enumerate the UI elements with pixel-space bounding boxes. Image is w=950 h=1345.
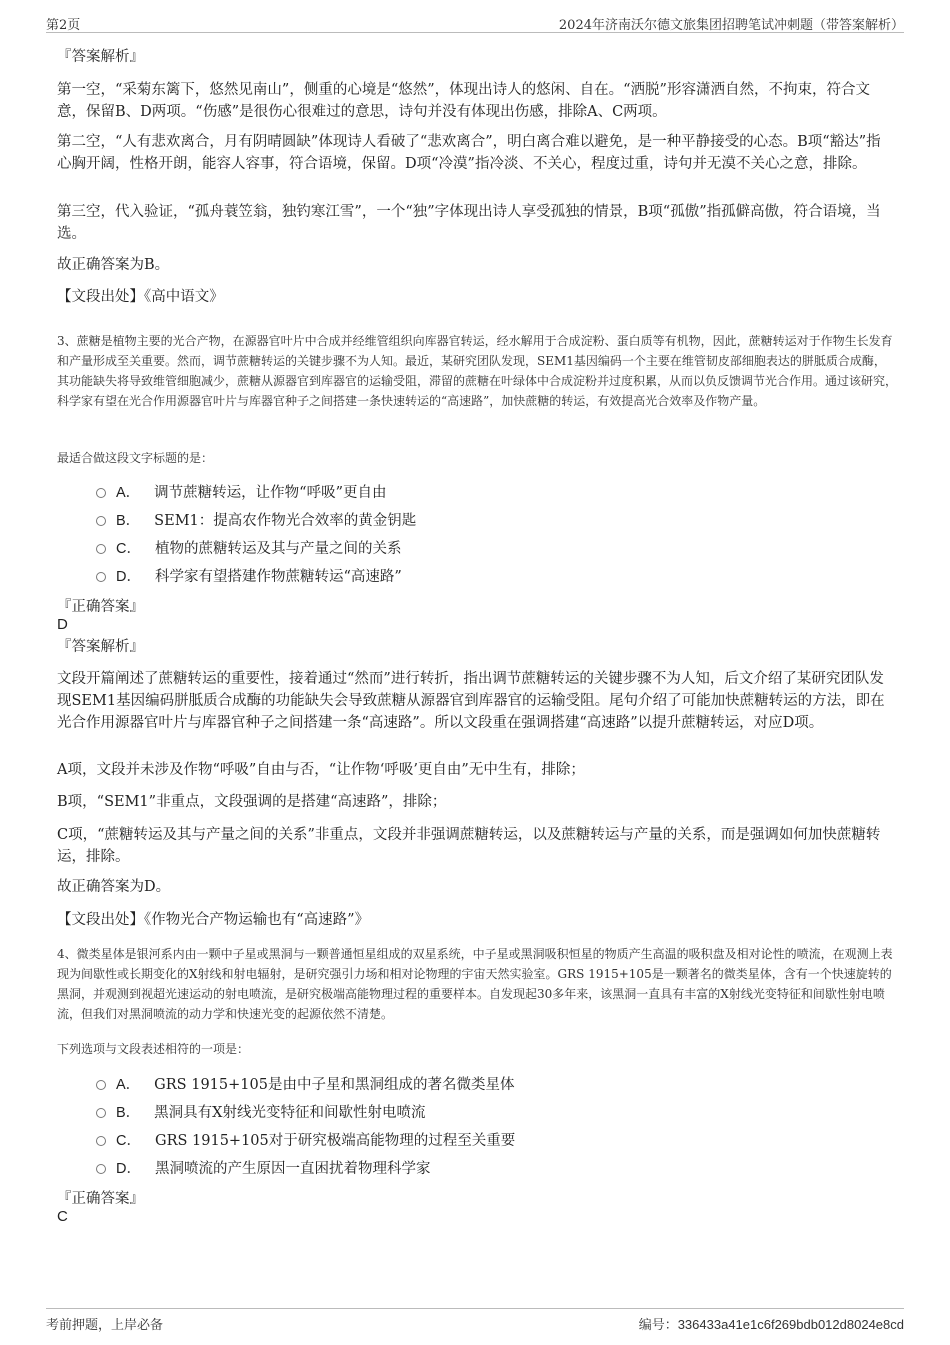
question-prompt: 最适合做这段文字标题的是： (57, 451, 214, 465)
page-footer (46, 1308, 904, 1331)
analysis-paragraph: 第二空，“人有悲欢离合，月有阴晴圆缺”体现诗人看破了“悲欢离合”，明白离合难以避免，是一种平静接受的心态。B项“豁达”指心胸开阔，性格开朗，能容人容事，符合语境，保留。D项“冷漠”指冷淡、不关心，程度过重，诗句并无漠不关心之意，排除。 (57, 134, 881, 172)
radio-button[interactable] (96, 1164, 106, 1174)
option-text: GRS 1915+105是由中子星和黑洞组成的著名微类星体 (154, 1077, 515, 1093)
option-a[interactable] (96, 481, 387, 505)
option-text: 科学家有望搭建作物蔗糖转运“高速路” (154, 569, 402, 585)
option-d[interactable] (96, 565, 402, 589)
option-text: GRS 1915+105对于研究极端高能物理的过程至关重要 (154, 1133, 516, 1149)
option-text: 植物的蔗糖转运及其与产量之间的关系 (154, 541, 402, 557)
option-text: 黑洞具有X射线光变特征和间歇性射电喷流 (154, 1105, 426, 1121)
radio-button[interactable] (96, 516, 106, 526)
analysis-paragraph: C项，“蔗糖转运及其与产量之间的关系”非重点，文段并非强调蔗糖转运，以及蔗糖转运与产量的关系，而是强调如何加快蔗糖转运，排除。 (57, 827, 881, 865)
question-prompt: 下列选项与文段表述相符的一项是： (57, 1042, 250, 1056)
option-text: 调节蔗糖转运，让作物“呼吸”更自由 (154, 485, 387, 501)
correct-answer: D (57, 616, 68, 633)
analysis-paragraph: A项，文段并未涉及作物“呼吸”自由与否，“让作物‘呼吸’更自由”无中生有，排除； (57, 762, 585, 778)
analysis-conclusion: 故正确答案为D。 (57, 879, 171, 895)
analysis-paragraph: 第一空，“采菊东篱下，悠然见南山”，侧重的心境是“悠然”，体现出诗人的悠闲、自在。“洒脱”形容潇洒自然，不拘束，符合文意，保留B、D两项。“伤感”是很伤心很难过的意思，诗句并没有体现出伤感，排除A、C两项。 (57, 82, 870, 120)
option-key: C． (116, 1133, 141, 1149)
analysis-paragraph: B项，“SEM1”非重点，文段强调的是搭建“高速路”，排除； (57, 794, 447, 810)
option-key: D． (116, 569, 141, 585)
option-key: A． (116, 485, 141, 501)
source-citation: 【文段出处】《高中语文》 (57, 289, 224, 305)
radio-button[interactable] (96, 1080, 106, 1090)
option-key: D． (116, 1161, 141, 1177)
correct-answer-label: 『正确答案』 (57, 1191, 144, 1207)
radio-button[interactable] (96, 1136, 106, 1146)
option-a[interactable] (96, 1073, 514, 1097)
option-key: B． (116, 1105, 141, 1121)
option-key: A． (116, 1077, 141, 1093)
page-header (46, 12, 904, 33)
radio-button[interactable] (96, 1108, 106, 1118)
option-text: SEM1：提高农作物光合效率的黄金钥匙 (154, 513, 417, 529)
source-citation: 【文段出处】《作物光合产物运输也有“高速路”》 (57, 912, 370, 928)
option-c[interactable] (96, 537, 401, 561)
option-b[interactable] (96, 1101, 426, 1125)
analysis-label: 『答案解析』 (57, 49, 144, 65)
option-c[interactable] (96, 1129, 515, 1153)
correct-answer: C (57, 1208, 68, 1225)
correct-answer-label: 『正确答案』 (57, 599, 144, 615)
radio-button[interactable] (96, 572, 106, 582)
option-text: 黑洞喷流的产生原因一直困扰着物理科学家 (154, 1161, 431, 1177)
analysis-conclusion: 故正确答案为B。 (57, 257, 170, 273)
document-title: 2024年济南沃尔德文旅集团招聘笔试冲刺题（带答案解析） (558, 18, 904, 33)
option-key: B． (116, 513, 141, 529)
footer-slogan: 考前押题，上岸必备 (46, 1318, 164, 1333)
option-b[interactable] (96, 509, 416, 533)
radio-button[interactable] (96, 488, 106, 498)
document-code: 编号：336433a41e1c6f269bdb012d8024e8cd (638, 1317, 904, 1332)
analysis-paragraph: 文段开篇阐述了蔗糖转运的重要性，接着通过“然而”进行转折，指出调节蔗糖转运的关键步骤不为人知，后文介绍了某研究团队发现SEM1基因编码胼胝质合成酶的功能缺失会导致蔗糖从源器官到库器官的运输受阻。尾句介绍了可能加快蔗糖转运的方法，即在光合作用源器官叶片与库器官种子之间搭建一条“高速路”。所以文段重在强调搭建“高速路”以提升蔗糖转运，对应D项。 (57, 671, 885, 731)
analysis-paragraph: 第三空，代入验证，“孤舟蓑笠翁，独钓寒江雪”，一个“独”字体现出诗人享受孤独的情景，B项“孤傲”指孤僻高傲，符合语境，当选。 (57, 204, 881, 242)
option-key: C． (116, 541, 141, 557)
question-stem: 4、微类星体是银河系内由一颗中子星或黑洞与一颗普通恒星组成的双星系统，中子星或黑洞吸积恒星的物质产生高温的吸积盘及相对论性的喷流，在观测上表现为间歇性或长期变化的X射线和射电辐射，是研究强引力场和相对论物理的宇宙天然实验室。GRS 1915+105是一颗著名的微类星体，含有一个快速旋转的黑洞，并观测到视超光速运动的射电喷流，是研究极端高能物理过程的重要样本。自发现起30多年来，该黑洞一直具有丰富的X射线光变特征和间歇性射电喷流，但我们对黑洞喷流的动力学和快速光变的起源依然不清楚。 (57, 947, 893, 1021)
question-stem: 3、蔗糖是植物主要的光合产物，在源器官叶片中合成并经维管组织向库器官转运，经水解用于合成淀粉、蛋白质等有机物，因此，蔗糖转运对于作物生长发育和产量形成至关重要。然而，调节蔗糖转运的关键步骤不为人知。最近，某研究团队发现，SEM1基因编码一个主要在维管韧皮部细胞表达的胼胝质合成酶，其功能缺失将导致维管细胞减少，蔗糖从源器官到库器官的运输受阻，滞留的蔗糖在叶绿体中合成淀粉并过度积累，从而以负反馈调节光合作用。通过该研究，科学家有望在光合作用源器官叶片与库器官种子之间搭建一条快速转运的“高速路”，加快蔗糖的转运，有效提高光合效率及作物产量。 (57, 334, 898, 408)
option-d[interactable] (96, 1157, 430, 1181)
analysis-label: 『答案解析』 (57, 639, 144, 655)
page-number: 第2页 (46, 18, 81, 33)
radio-button[interactable] (96, 544, 106, 554)
